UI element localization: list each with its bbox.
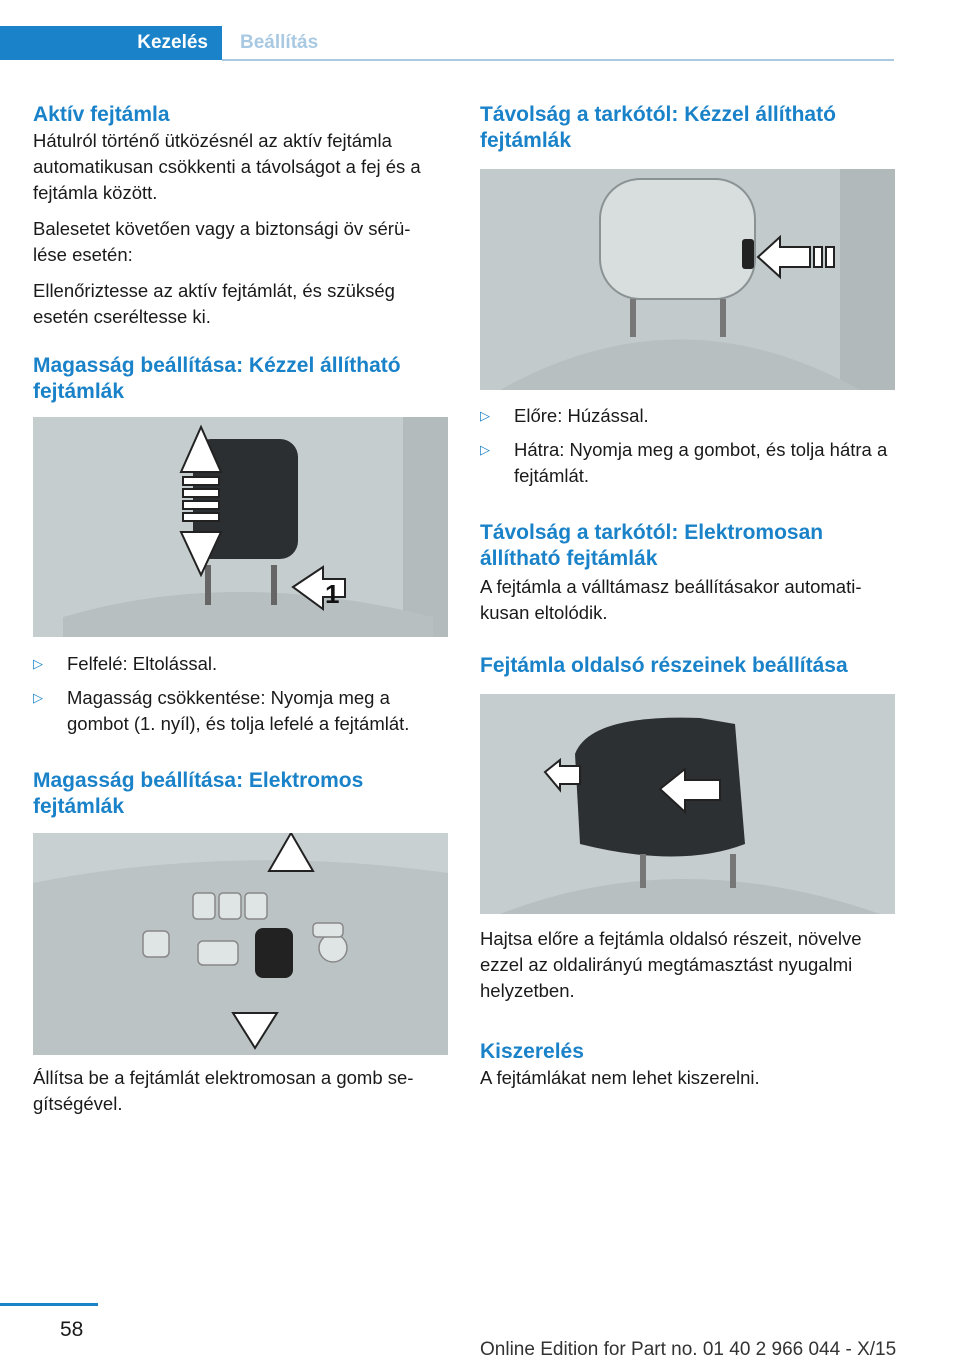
chapter-tabs	[0, 26, 894, 62]
instruction-list	[33, 651, 448, 737]
figure-headrest-side-parts	[480, 694, 895, 914]
section-removal	[480, 1039, 895, 1091]
figure-headrest-height-manual	[33, 417, 448, 637]
section-side-parts	[480, 653, 895, 679]
instruction-list	[480, 403, 895, 489]
section-distance-electric	[480, 520, 895, 626]
paragraph: Hátulról történő ütközésnél az aktív fejtámla automatikusan csökkenti a távolságot a fej és a fejtámla között.	[33, 130, 421, 203]
section-side-text	[480, 926, 895, 1004]
tab-beallitas[interactable]: Beállítás	[240, 32, 319, 53]
callout-number: 1	[325, 579, 340, 609]
section-title: Kiszerelés	[480, 1040, 584, 1063]
section-title: Távolság a tarkótól: Elektromosan állítható fejtámlák	[480, 521, 824, 570]
paragraph: Állítsa be a fejtámlát elektromosan a gomb se‐ gítségével.	[33, 1067, 414, 1114]
bullet-triangle-icon: ▷	[480, 442, 490, 457]
tab-divider	[222, 59, 894, 61]
paragraph: A fejtámlákat nem lehet kiszerelni.	[480, 1067, 760, 1088]
bullet-triangle-icon: ▷	[33, 690, 43, 705]
paragraph: Balesetet követően vagy a biztonsági öv sérü‐ lése esetén:	[33, 218, 411, 265]
footer-rule	[0, 1303, 98, 1306]
list-item: ▷ Hátra: Nyomja meg a gombot, és tolja hátra a fejtámlát.	[480, 439, 888, 486]
bullet-triangle-icon: ▷	[33, 656, 43, 671]
section-height-manual	[33, 353, 448, 405]
paragraph: Hajtsa előre a fejtámla oldalsó részeit, növelve ezzel az oldalirányú megtámasztást nyugalmi helyzetben.	[480, 928, 862, 1001]
paragraph: Ellenőriztesse az aktív fejtámlát, és szükség esetén cseréltesse ki.	[33, 280, 395, 327]
page-number: 58	[60, 1318, 84, 1341]
section-title: Távolság a tarkótól: Kézzel állítható fejtámlák	[480, 103, 836, 152]
section-title: Fejtámla oldalsó részeinek beállítása	[480, 654, 848, 677]
section-distance-manual	[480, 102, 895, 154]
section-title: Magasság beállítása: Kézzel állítható fejtámlák	[33, 354, 401, 403]
paragraph: A fejtámla a válltámasz beállításakor automati‐ kusan eltolódik.	[480, 576, 862, 623]
tab-kezeles[interactable]: Kezelés	[0, 26, 222, 60]
section-active-headrest	[33, 102, 448, 330]
section-electric-text	[33, 1065, 448, 1117]
bullet-triangle-icon: ▷	[480, 408, 490, 423]
figure-headrest-distance-manual	[480, 169, 895, 390]
list-item: ▷ Előre: Húzással.	[480, 403, 895, 429]
section-title: Magasság beállítása: Elektromos fejtámlák	[33, 769, 364, 818]
figure-seat-controls	[33, 833, 448, 1055]
list-item: ▷ Felfelé: Eltolással.	[33, 651, 448, 677]
section-title: Aktív fejtámla	[33, 103, 170, 126]
edition-note: Online Edition for Part no. 01 40 2 966 044 - X/15	[480, 1339, 897, 1360]
list-item: ▷ Magasság csökkentése: Nyomja meg a gombot (1. nyíl), és tolja lefelé a fejtámlát.	[33, 687, 410, 734]
section-height-electric	[33, 768, 448, 820]
